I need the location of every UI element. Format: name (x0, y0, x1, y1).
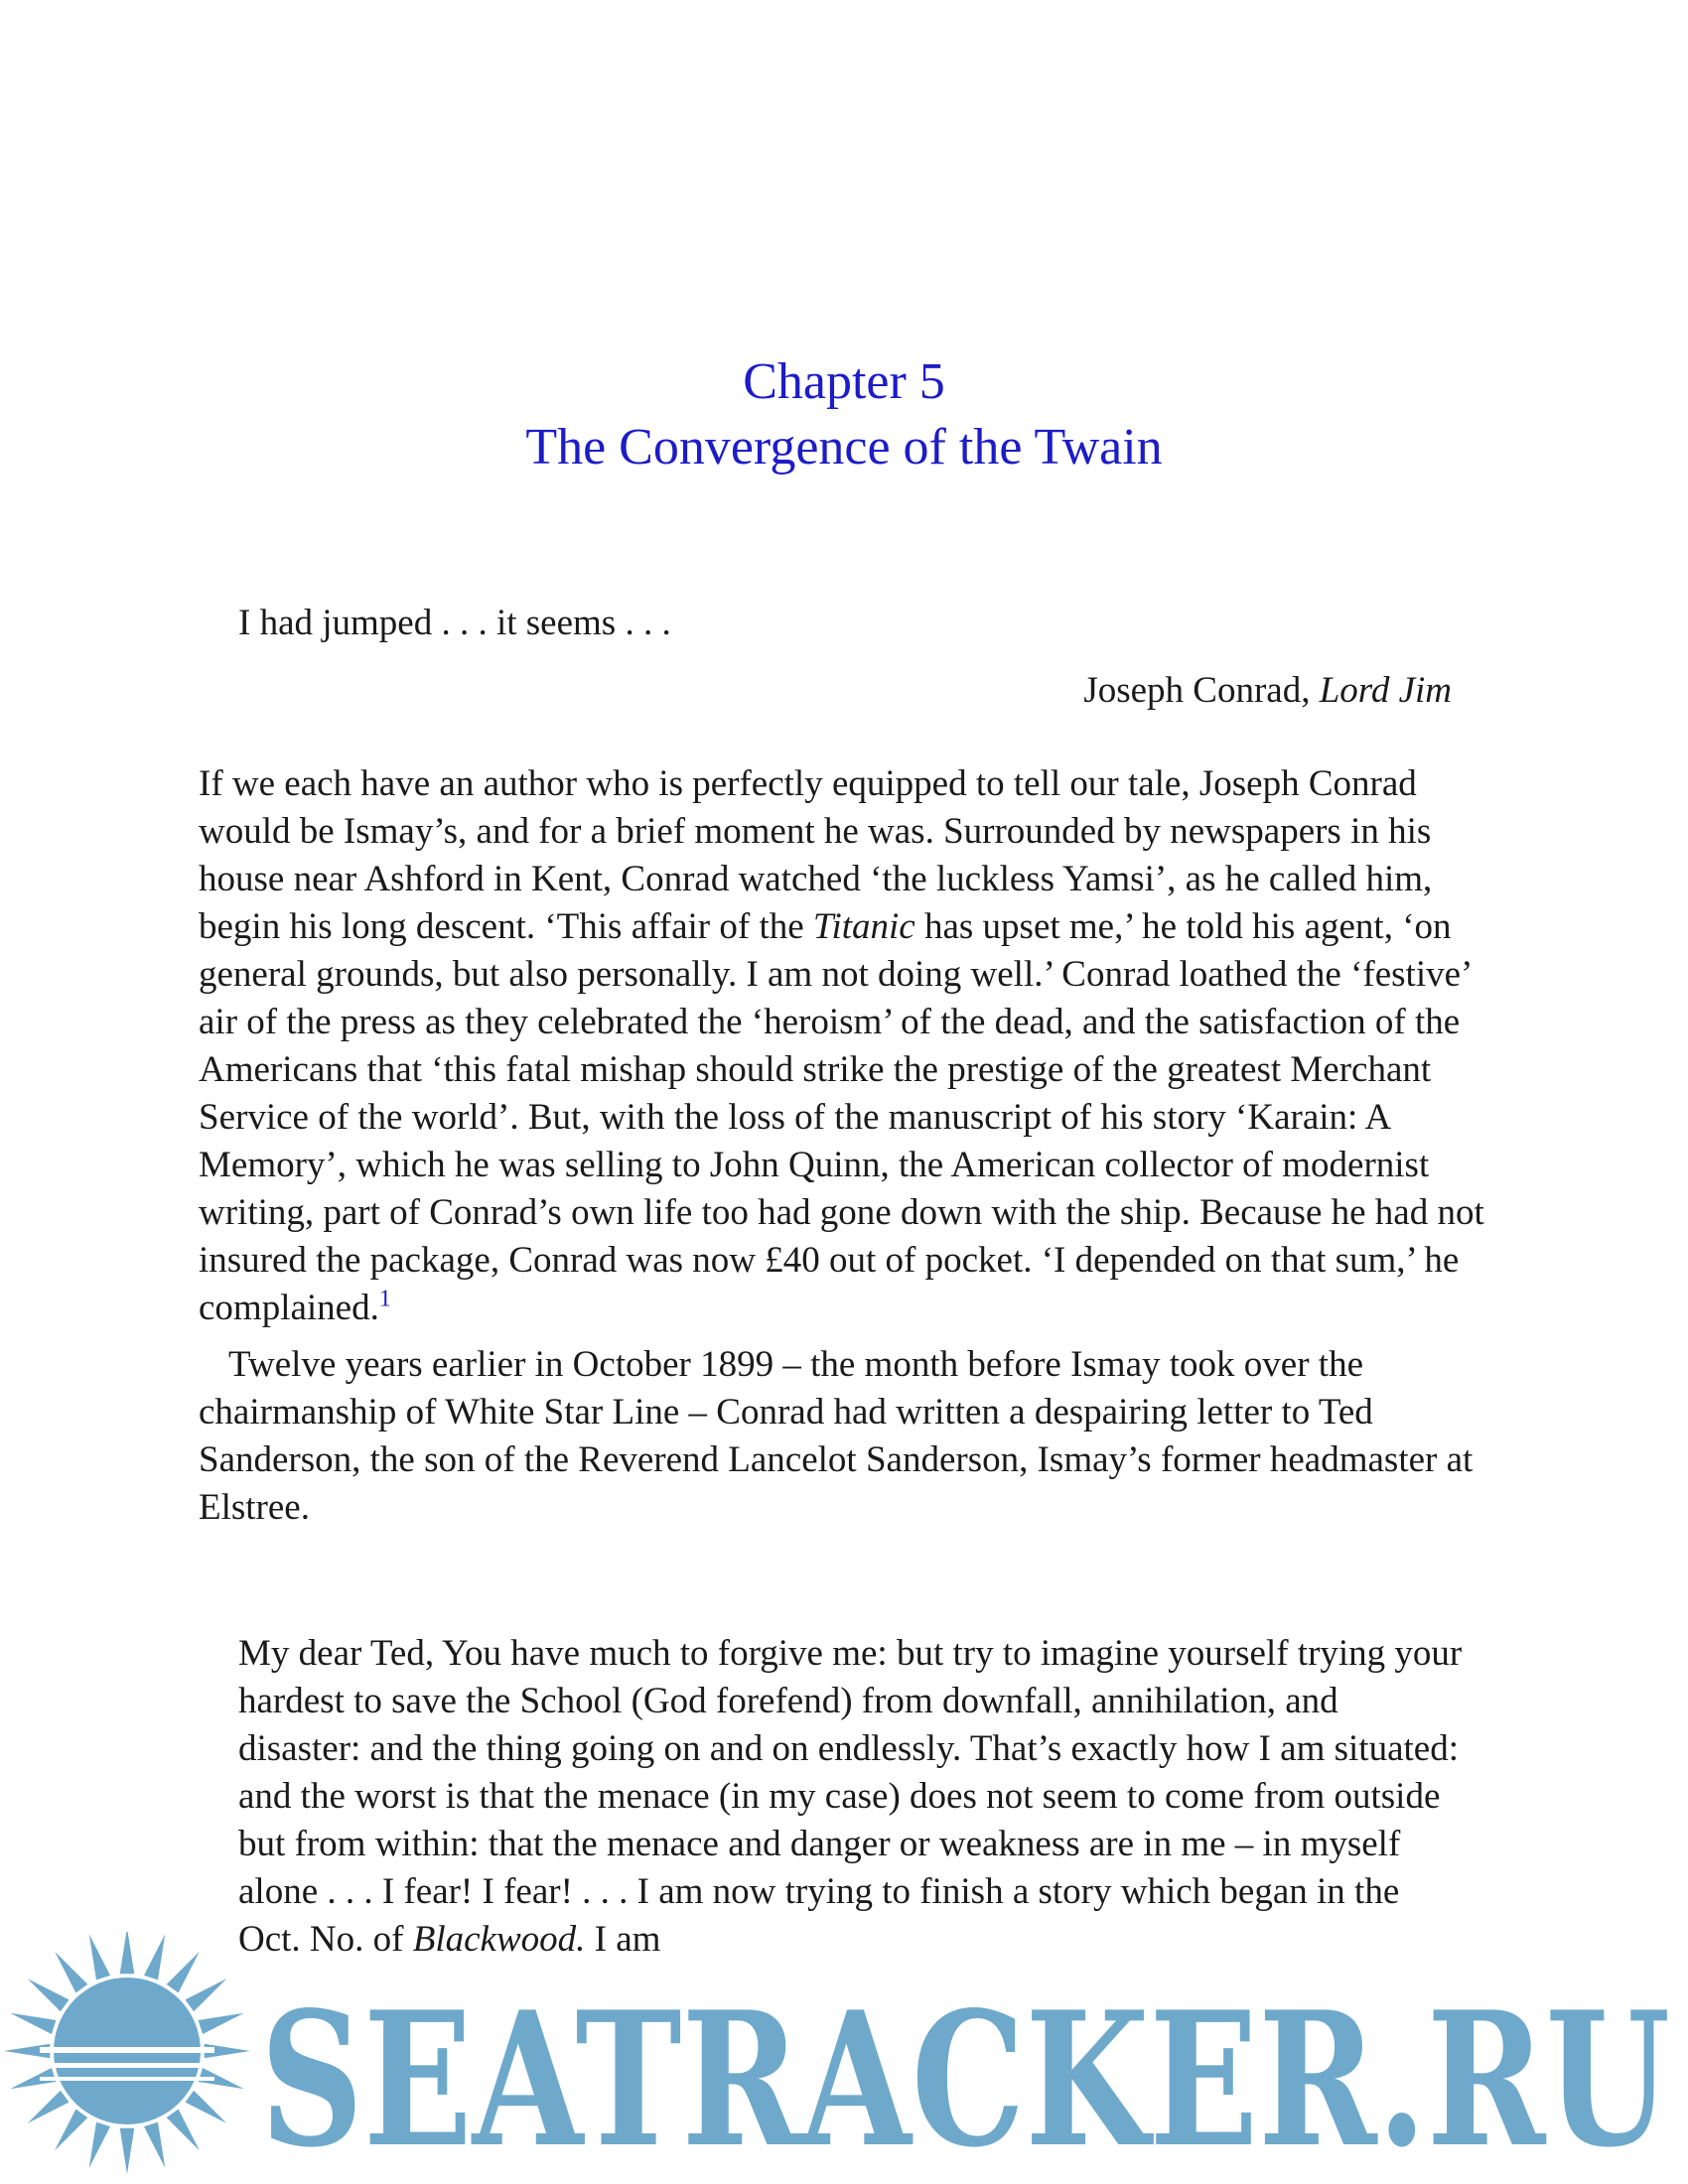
sun-ray (167, 2110, 200, 2151)
letter-text (238, 1630, 1470, 1964)
letter-italic: Blackwood. (412, 1919, 586, 1960)
paragraph-1-text-b: has upset me,’ he told his agent, ‘on general grounds, but also personally. I am not doing well.’ Conrad loathed the ‘festive’ air of the press as they celebrated the ‘heroism’ of the dead, and the satisfaction of the Americans that ‘this fatal mishap should strike the prestige of the greatest Merchant Service of the world’. But, with the loss of the manuscript of his story ‘Karain: A Memory’, which he was selling to John Quinn, the American collector of modernist writing, part of Conrad’s own life too had gone down with the ship. Because he had not insured the package, Conrad was now £40 out of pocket. ‘I depended on that sum,’ he complained. (199, 906, 1484, 1328)
paragraph-1 (199, 760, 1489, 1332)
watermark-text: SEATRACKER.RU (260, 1971, 1670, 2184)
epigraph-work: Lord Jim (1319, 670, 1452, 711)
body-text (199, 760, 1489, 1532)
sun-ray (89, 1934, 110, 1979)
sun-ray (55, 1952, 87, 1993)
paragraph-2: Twelve years earlier in October 1899 – the month before Ismay took over the chairmanship of White Star Line – Conrad had written a despairing letter to Ted Sanderson, the son of the Reverend Lancelot Sanderson, Ismay’s former headmaster at Elstree. (199, 1344, 1474, 1528)
sun-ray (89, 2122, 110, 2168)
sun-ray (144, 1934, 165, 1979)
sun-ray (144, 2122, 165, 2168)
epigraph-attribution (1083, 667, 1452, 715)
sun-ray (199, 2013, 244, 2034)
chapter-heading (199, 349, 1489, 480)
paragraph-1-italic: Titanic (812, 906, 915, 947)
sun-logo-icon (4, 1932, 250, 2174)
sun-ray (120, 2128, 135, 2174)
letter-block-quote (238, 1630, 1470, 1964)
epigraph-text: I had jumped . . . it seems . . . (238, 603, 671, 643)
sun-ray (186, 2091, 227, 2123)
chapter-number: Chapter 5 (743, 353, 945, 410)
sun-ray (120, 1932, 135, 1974)
sun-ray (186, 1979, 227, 2011)
letter-text-a: My dear Ted, You have much to forgive me: but try to imagine yourself trying your hardest to save the School (God forefend) from downfall, annihilation, and disaster: and the thing going on and on endlessly. That’s exactly how I am situated: and the worst is that the menace (in my case) does not seem to come from outside but from within: that the menace and danger or weakness are in me – in myself alone . . . I fear! I fear! . . . I am now trying to finish a story which began in the Oct. No. of (238, 1633, 1463, 1960)
watermark-graphic (0, 1932, 1688, 2184)
footnote-link-1[interactable]: 1 (378, 1286, 391, 1312)
letter-text-b: I am (585, 1919, 661, 1960)
sun-ray (28, 1979, 70, 2011)
sun-ray (10, 2013, 56, 2034)
sun-ray (55, 2110, 87, 2151)
watermark (0, 1932, 1688, 2184)
sun-ray (28, 2091, 70, 2123)
sun-ray (167, 1952, 200, 1993)
chapter-title: The Convergence of the Twain (525, 419, 1163, 476)
paragraph-1-text-a: If we each have an author who is perfectly equipped to tell our tale, Joseph Conrad would be Ismay’s, and for a brief moment he was. Surrounded by newspapers in his house near Ashford in Kent, Conrad watched ‘the luckless Yamsi’, as he called him, begin his long descent. ‘This affair of the (199, 763, 1433, 947)
epigraph-author: Joseph Conrad, (1083, 670, 1320, 711)
